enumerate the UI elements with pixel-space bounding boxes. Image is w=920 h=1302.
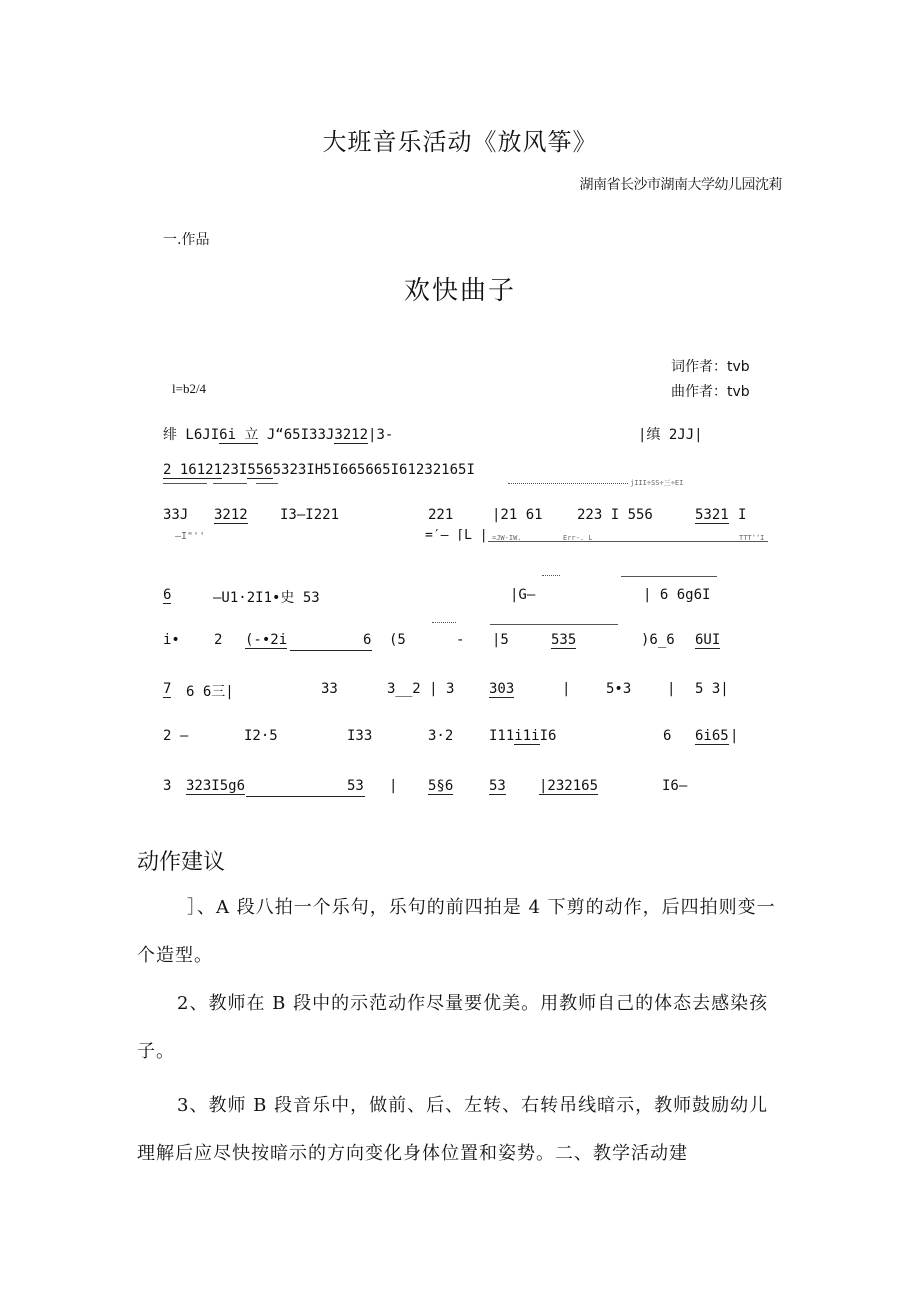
score-segment: |G—: [510, 587, 536, 603]
score-segment: (-•2i: [245, 632, 288, 648]
notation-segment: 6i 立: [219, 427, 259, 443]
faint-rule: [542, 575, 560, 576]
score-segment: (5: [389, 632, 406, 648]
composer-credit: 曲作者：tvb: [671, 384, 750, 400]
score-segment: 5321: [695, 507, 729, 523]
author-line: 湖南省长沙市湖南大学幼儿园沈莉: [579, 177, 782, 193]
score-segment: —U1·2I1•史 53: [213, 590, 320, 606]
faint-rule: [432, 622, 456, 623]
score-segment: | 6 6g6I: [643, 587, 711, 603]
notation-segment: 556: [247, 462, 273, 478]
score-segment: 7: [163, 681, 172, 697]
score-segment: 6: [163, 587, 172, 603]
score-segment: 3·2: [428, 728, 454, 744]
score-segment: |5: [492, 632, 509, 648]
score-segment: 5§6: [428, 778, 454, 794]
score-segment: 33: [321, 681, 338, 697]
faint-scan-text: —I"'': [175, 531, 206, 542]
score-segment: 3: [163, 778, 172, 794]
score-segment: 6: [663, 728, 672, 744]
score-segment: I3—I221: [280, 507, 340, 523]
score-segment: 223 I 556: [577, 507, 653, 523]
score-segment: 6: [363, 632, 372, 648]
score-line-2: [163, 462, 475, 478]
score-segment: 5•3: [606, 681, 632, 697]
score-segment: I2·5: [244, 728, 278, 744]
paragraph-3: 3、教师 B 段音乐中，做前、后、左转、右转吊线暗示，教师鼓励幼儿理解后应尽快按暗示的方向变化身体位置和姿势。二、教学活动建: [137, 1095, 769, 1164]
key-signature: l=b2/4: [172, 381, 207, 396]
notation-segment: I6: [539, 728, 557, 744]
score-line-1-end: |缜 2JJ|: [638, 427, 703, 443]
faint-rule: [488, 541, 768, 542]
faint-scan-text: =′— ⌈L |: [425, 528, 488, 543]
paragraph-2: 2、教师在 B 段中的示范动作尽量要优美。用教师自己的体态去感染孩子。: [137, 993, 769, 1062]
faint-scan-text: Err-. L: [563, 534, 593, 542]
underline-rule: [246, 796, 365, 797]
score-segment: |: [389, 778, 398, 794]
score-segment: i•: [163, 632, 180, 648]
notation-segment: i1i: [514, 728, 540, 744]
score-segment: -: [456, 632, 465, 648]
faint-scan-text: =JW-IW.: [492, 534, 522, 542]
faint-rule: [163, 483, 207, 484]
score-segment: |: [667, 681, 676, 697]
score-segment: 535: [551, 632, 577, 648]
paragraph-1: ］、A 段八拍一个乐句，乐句的前四拍是 4 下剪的动作，后四拍则变一个造型。: [137, 897, 776, 966]
notation-segment: 2: [163, 462, 180, 478]
score-segment: 221: [428, 507, 454, 523]
score-segment: 323I5g6: [186, 778, 246, 794]
notation-segment: J“65I33J: [258, 427, 335, 443]
faint-rule: [508, 483, 628, 484]
faint-rule: [256, 483, 278, 484]
score-segment: |: [730, 728, 739, 744]
notation-segment: I11: [489, 728, 515, 744]
notation-segment: |3-: [368, 427, 394, 443]
score-segment: I6—: [662, 778, 688, 794]
score-segment: 53: [347, 778, 364, 794]
notation-segment: 5323IH5I665665I61232165I: [272, 462, 475, 478]
document-title: 大班音乐活动《放风筝》: [322, 128, 598, 156]
score-segment: 6 6三|: [186, 684, 234, 700]
section-heading-works: 一.作品: [163, 232, 210, 248]
score-segment: 3__2 | 3: [387, 681, 455, 697]
song-title: 欢快曲子: [403, 276, 516, 306]
score-segment: |: [562, 681, 571, 697]
faint-rule: [490, 624, 618, 625]
faint-scan-text: TTT‘‘I: [739, 534, 765, 542]
score-segment: 3212: [214, 507, 248, 523]
score-segment: I: [738, 507, 747, 523]
notation-segment: 16121: [179, 462, 223, 478]
score-segment: |232165: [539, 778, 599, 794]
notation-segment: 3212: [334, 427, 369, 443]
score-line-1: [163, 424, 393, 444]
score-segment: |21 61: [492, 507, 543, 523]
score-segment: 2: [214, 632, 223, 648]
notation-segment: 绯 L6JI: [163, 427, 220, 443]
score-segment: )6_6: [641, 632, 675, 648]
faint-rule: [213, 483, 247, 484]
faint-rule: [621, 576, 717, 577]
notation-segment: 23I: [222, 462, 248, 478]
score-segment: 6UI: [695, 632, 721, 648]
score-segment: 33J: [163, 507, 189, 523]
underline-rule: [290, 650, 372, 651]
score-segment: 53: [489, 778, 506, 794]
lyricist-credit: 词作者：tvb: [671, 359, 750, 375]
score-segment: 5 3|: [695, 681, 729, 697]
score-segment: 6i65: [695, 728, 729, 744]
score-segment: 2 —: [163, 728, 189, 744]
score-segment: I33: [347, 728, 373, 744]
score-segment: [489, 728, 556, 744]
score-segment: 303: [489, 681, 515, 697]
section-heading-action-suggestions: 动作建议: [137, 850, 226, 875]
faint-scan-text: jIII÷SS÷三÷EI: [630, 479, 684, 487]
